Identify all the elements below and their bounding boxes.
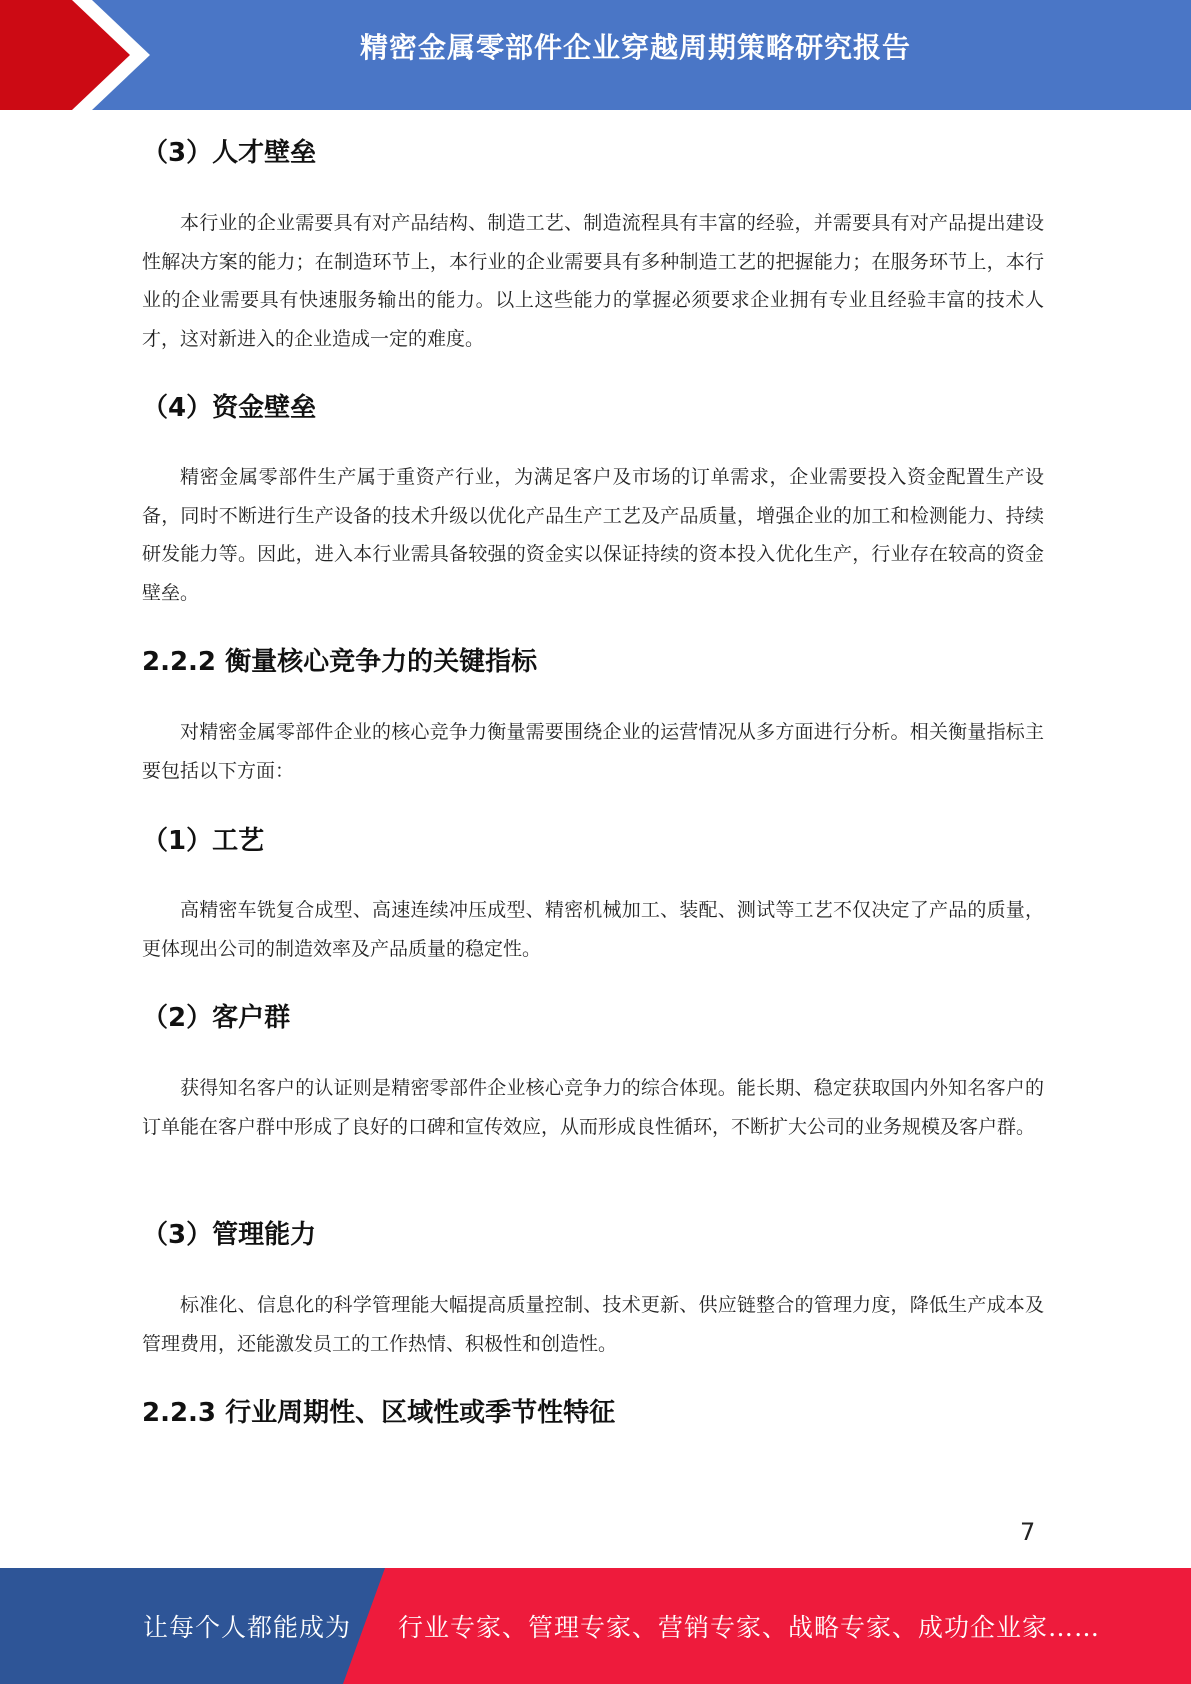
heading-section-2-2-2: 2.2.2 衡量核心竞争力的关键指标 xyxy=(142,647,538,677)
paragraph-talent-barrier: 本行业的企业需要具有对产品结构、制造工艺、制造流程具有丰富的经验，并需要具有对产品提出建设性解决方案的能力；在制造环节上，本行业的企业需要具有多种制造工艺的把握能力；在服务环节上，本行业的企业需要具有快速服务输出的能力。以上这些能力的掌握必须要求企业拥有专业且经验丰富的技术人才，这对新进入的企业造成一定的难度。 xyxy=(142,212,1044,350)
page-footer xyxy=(0,1568,1191,1684)
paragraph-customer-base: 获得知名客户的认证则是精密零部件企业核心竞争力的综合体现。能长期、稳定获取国内外知名客户的订单能在客户群中形成了良好的口碑和宣传效应，从而形成良性循环，不断扩大公司的业务规模及客户群。 xyxy=(142,1077,1044,1138)
heading-capital-barrier: （4）资金壁垒 xyxy=(142,393,317,423)
paragraph-core-competitiveness: 对精密金属零部件企业的核心竞争力衡量需要围绕企业的运营情况从多方面进行分析。相关衡量指标主要包括以下方面： xyxy=(142,721,1044,782)
paragraph-management: 标准化、信息化的科学管理能大幅提高质量控制、技术更新、供应链整合的管理力度，降低生产成本及管理费用，还能激发员工的工作热情、积极性和创造性。 xyxy=(142,1294,1044,1355)
footer-slogan-left: 让每个人都能成为 xyxy=(143,1613,352,1642)
page-header xyxy=(0,0,1191,110)
heading-customer-base: （2）客户群 xyxy=(142,1003,291,1033)
heading-talent-barrier: （3）人才壁垒 xyxy=(142,138,317,168)
footer-slogan-right: 行业专家、管理专家、营销专家、战略专家、成功企业家…… xyxy=(398,1613,1101,1642)
heading-management: （3）管理能力 xyxy=(142,1220,317,1250)
paragraph-process: 高精密车铣复合成型、高速连续冲压成型、精密机械加工、装配、测试等工艺不仅决定了产品的质量，更体现出公司的制造效率及产品质量的稳定性。 xyxy=(142,899,1044,960)
heading-section-2-2-3: 2.2.3 行业周期性、区域性或季节性特征 xyxy=(142,1398,616,1428)
report-title: 精密金属零部件企业穿越周期策略研究报告 xyxy=(359,31,911,64)
page-number: 7 xyxy=(1020,1518,1036,1546)
heading-process: （1）工艺 xyxy=(142,826,265,856)
paragraph-capital-barrier: 精密金属零部件生产属于重资产行业，为满足客户及市场的订单需求，企业需要投入资金配置生产设备，同时不断进行生产设备的技术升级以优化产品生产工艺及产品质量，增强企业的加工和检测能力、持续研发能力等。因此，进入本行业需具备较强的资金实以保证持续的资本投入优化生产，行业存在较高的资金壁垒。 xyxy=(142,466,1044,604)
